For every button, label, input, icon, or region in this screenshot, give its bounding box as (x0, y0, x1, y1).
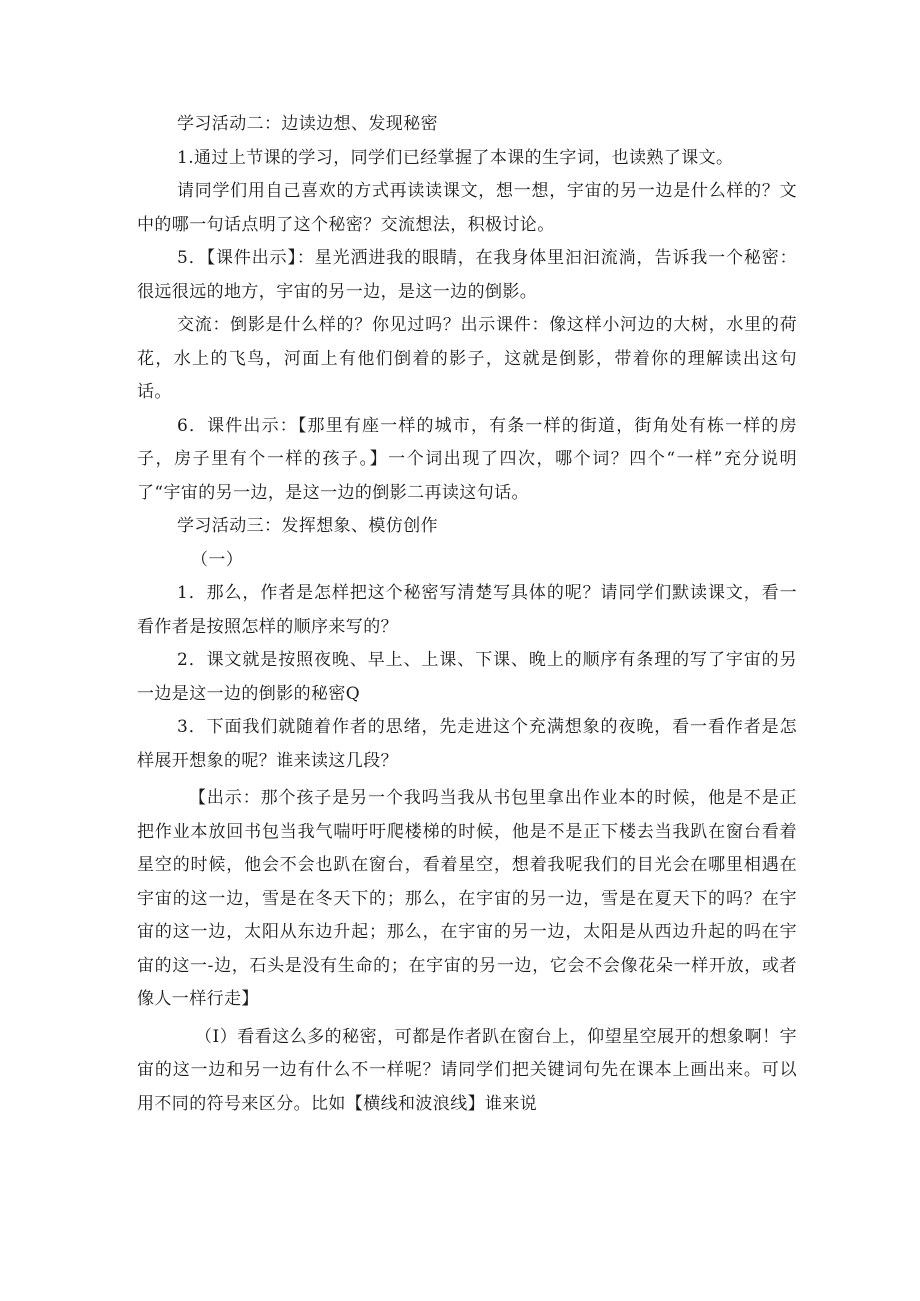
section-heading-activity-3: 学习活动三：发挥想象、模仿创作 (177, 516, 438, 536)
paragraph-5: 5．【课件出示】：星光洒进我的眼睛，在我身体里汩汩流淌，告诉我一个秘密：很远很远的地方，宇宙的另一边，是这一边的倒影。 (137, 248, 797, 302)
paragraph-note-1: （I）看看这么多的秘密，可都是作者趴在窗台上，仰望星空展开的想象啊！宇宙的这一边和另一边有什么不一样呢？请同学们把关键词句先在课本上画出来。可以用不同的符号来区分。比如【横线和波浪线】谁来说 (137, 1026, 797, 1114)
paragraph-step-2: 2．课文就是按照夜晚、早上、上课、下课、晚上的顺序有条理的写了宇宙的另一边是这一边的倒影的秘密Q (137, 650, 797, 704)
paragraph-discussion: 交流：倒影是什么样的？你见过吗？出示课件：像这样小河边的大树，水里的荷花，水上的飞鸟，河面上有他们倒着的影子，这就是倒影，带着你的理解读出这句话。 (137, 315, 797, 402)
document-page (137, 108, 797, 1121)
paragraph-step-1: 1．那么，作者是怎样把这个秘密写清楚写具体的呢？请同学们默读课文，看一看作者是按照怎样的顺序来写的？ (137, 583, 797, 637)
paragraph-step-3: 3．下面我们就随着作者的思绪，先走进这个充满想象的夜晚，看一看作者是怎样展开想象的呢？谁来读这几段？ (137, 717, 797, 771)
section-heading-activity-2: 学习活动二：边读边想、发现秘密 (177, 114, 438, 134)
paragraph-1: 1.通过上节课的学习，同学们已经掌握了本课的生字词，也读熟了课文。 (177, 147, 734, 168)
paragraph-2: 请同学们用自己喜欢的方式再读读课文，想一想，宇宙的另一边是什么样的？文中的哪一句话点明了这个秘密？交流想法，积极讨论。 (137, 181, 797, 235)
quoted-excerpt: 【出示：那个孩子是另一个我吗当我从书包里拿出作业本的时候，他是不是正把作业本放回书包当我气喘吁吁爬楼梯的时候，他是不是正下楼去当我趴在窗台看着星空的时候，他会不会也趴在窗台，看着星空，想着我呢我们的目光会在哪里相遇在宇宙的这一边，雪是在冬天下的；那么，在宇宙的另一边，雪是在夏天下的吗？在宇宙的这一边，太阳从东边升起；那么，在宇宙的另一边，太阳是从西边升起的吗在宇宙的这一-边，石头是没有生命的；在宇宙的另一边，它会不会像花朵一样开放，或者像人一样行走】 (137, 788, 797, 1009)
paragraph-6: 6．课件出示：【那里有座一样的城市，有条一样的街道，街角处有栋一样的房子，房子里有个一样的孩子。】一个词出现了四次，哪个词？四个“一样”充分说明了“宇宙的另一边，是这一边的倒影二再读这句话。 (137, 415, 797, 503)
subsection-label: （一） (191, 549, 244, 570)
